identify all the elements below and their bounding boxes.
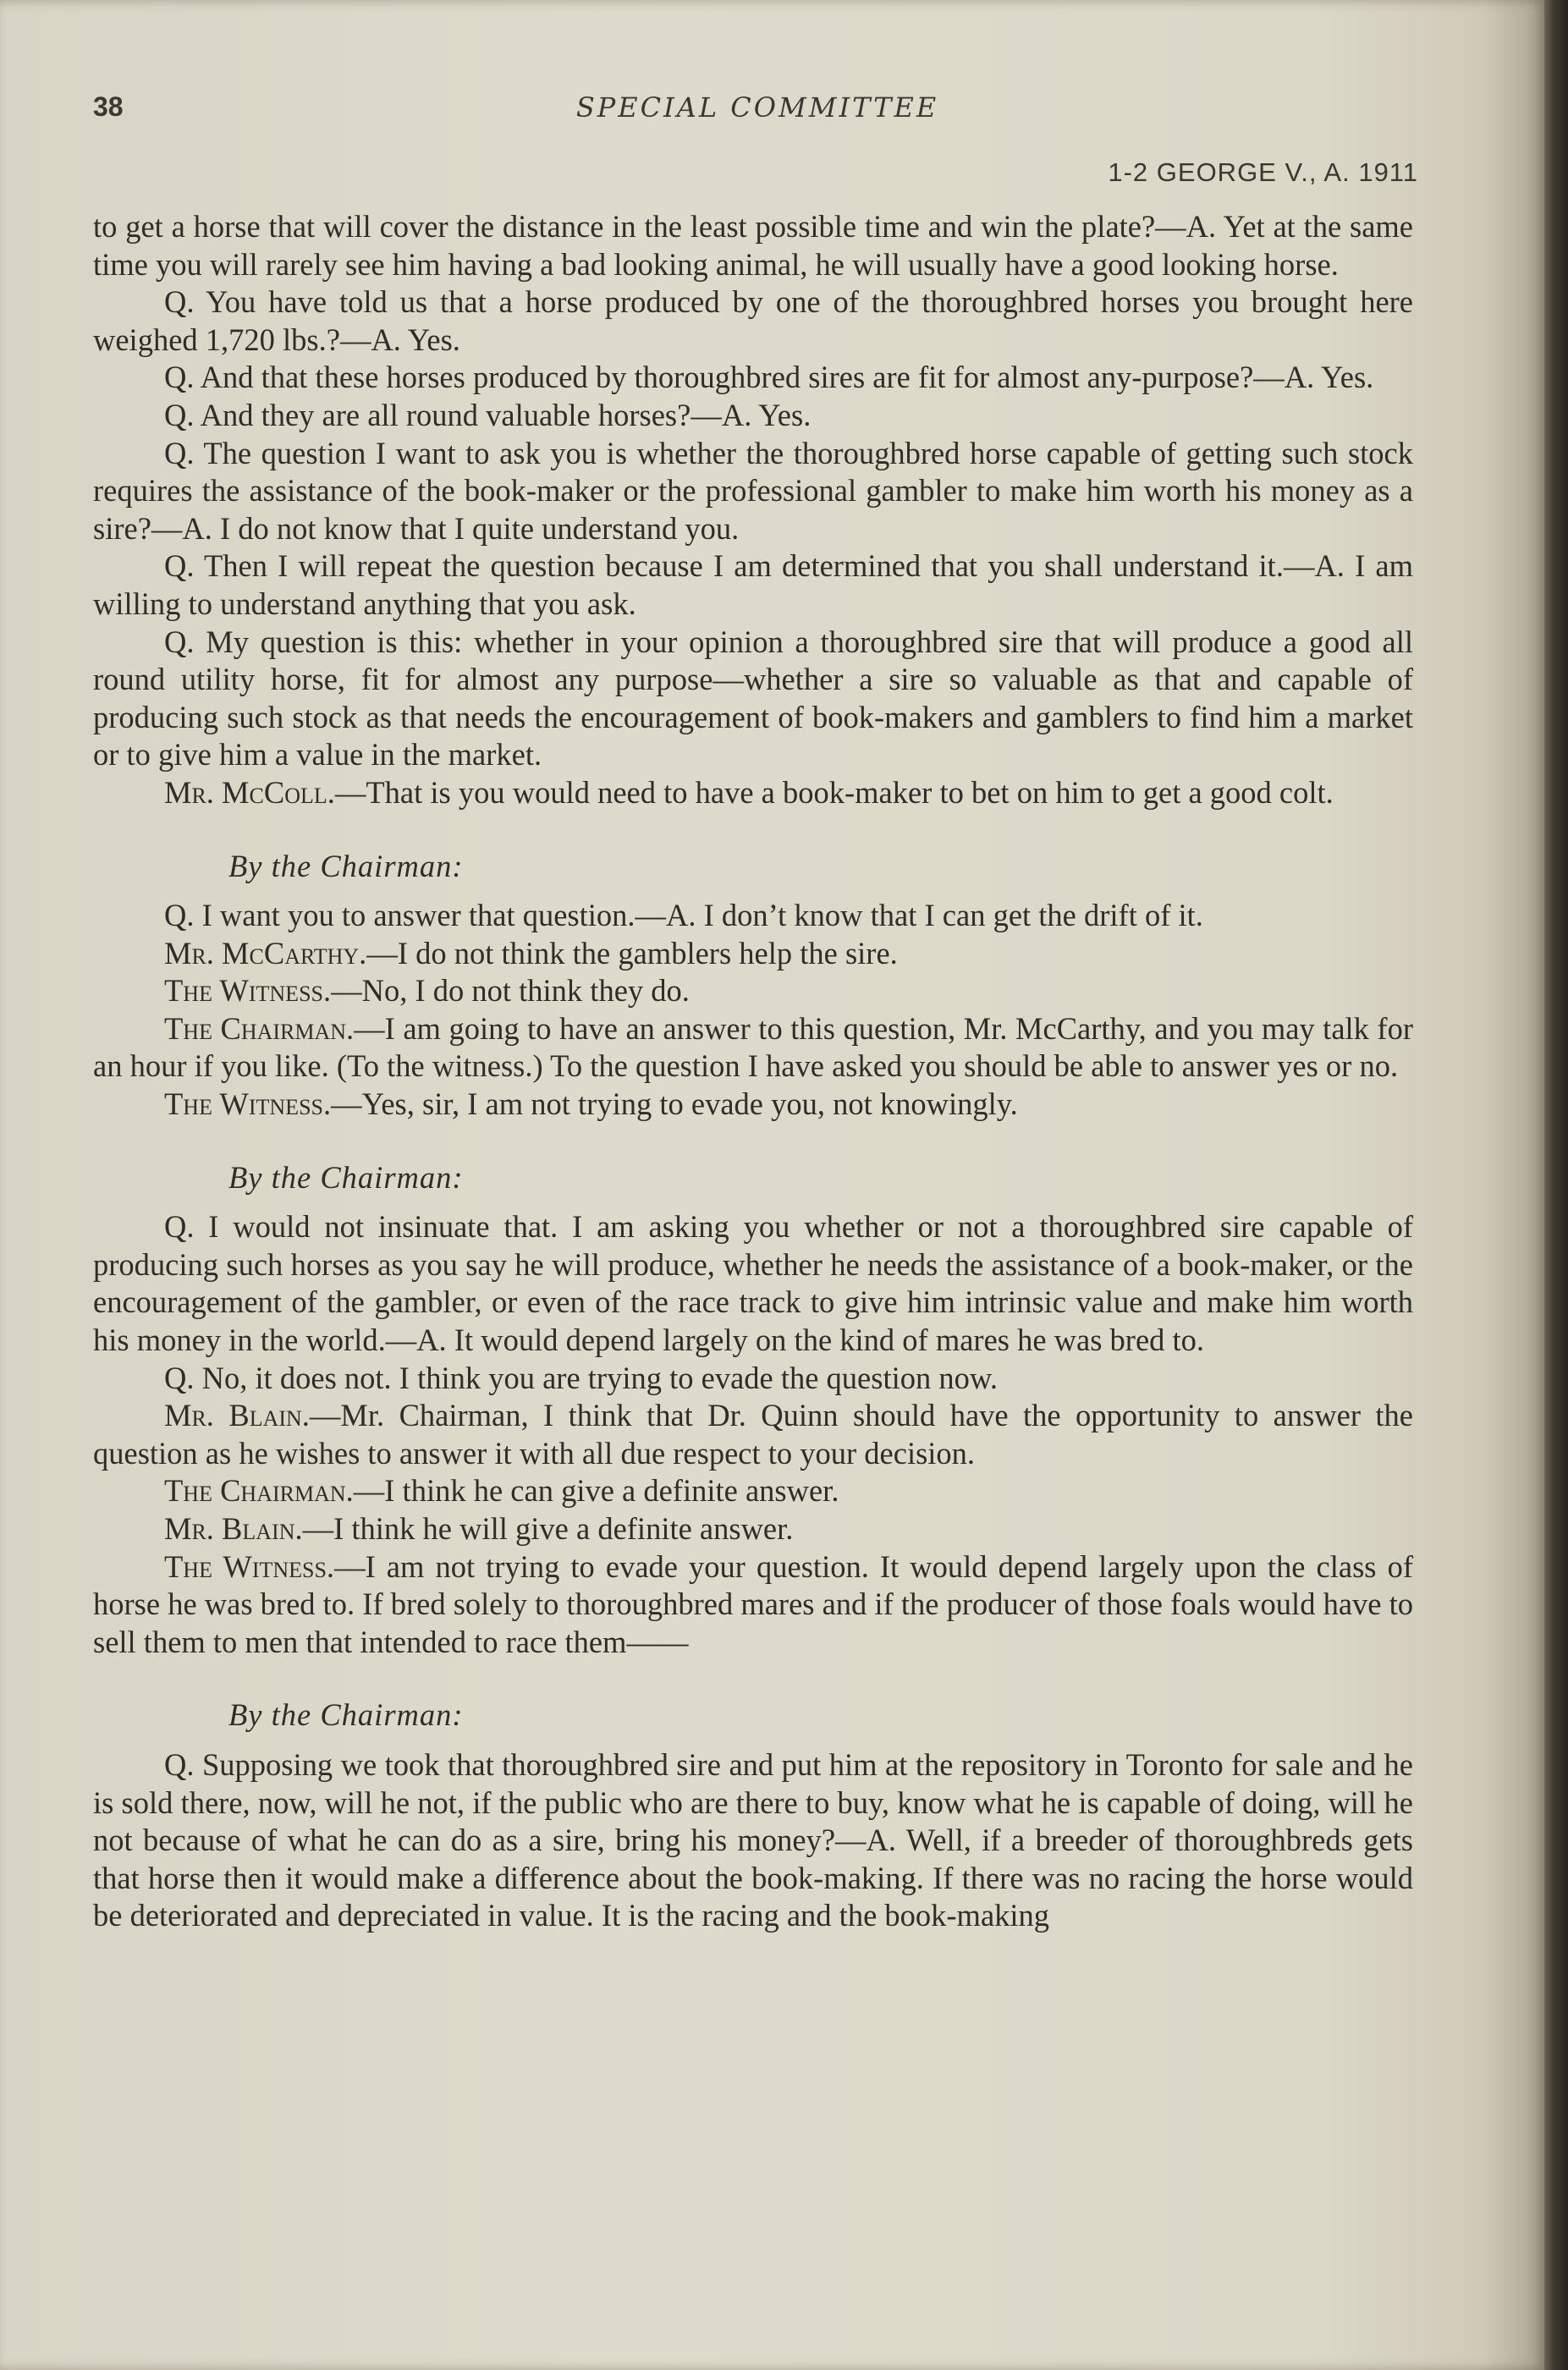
page-number: 38 xyxy=(93,91,124,122)
speaker-name: The Witness. xyxy=(164,973,332,1009)
speaker-paragraph xyxy=(93,1510,1413,1548)
speech-text: —Yes, sir, I am not trying to evade you, not knowingly. xyxy=(331,1086,1018,1122)
speaker-name: The Witness. xyxy=(164,1086,332,1122)
paragraph: Q. I would not insinuate that. I am asking you whether or not a thoroughbred sire capable of producing such horses as you say he will produce, whether he needs the assistance of a book-maker, or the encouragement of the gambler, or even of the race track to give him intrinsic value and make him worth his money in the world.—A. It would depend largely on the kind of mares he was bred to. xyxy=(93,1209,1413,1358)
speech-text: —No, I do not think they do. xyxy=(331,973,690,1009)
paragraph: Q. Supposing we took that thoroughbred sire and put him at the repository in Toronto for sale and he is sold there, now, will he not, if the public who are there to buy, know what he is capable of doing, will he not because of what he can do as a sire, bring his money?—A. Well, if a breeder of thoroughbreds gets that horse then it would make a difference about the book-making. If there was no racing the horse would be deteriorated and depreciated in value. It is the racing and the book-making xyxy=(93,1746,1413,1933)
speaker-paragraph xyxy=(93,1010,1413,1086)
paragraph: Q. And they are all round valuable horses?—A. Yes. xyxy=(164,397,812,432)
speech-text: —I am not trying to evade your question. It would depend largely upon the class of horse he was bred to. If bred solely to thoroughbred mares and if the producer of those foals would have to sell them to men that intended to race them—— xyxy=(93,1548,1413,1659)
paragraph: Q. Then I will repeat the question because I am determined that you shall understand it.—A. I am willing to understand anything that you ask. xyxy=(93,548,1413,621)
speaker-name: The Witness. xyxy=(164,1548,335,1584)
session-reference: 1-2 GEORGE V., A. 1911 xyxy=(1108,157,1418,187)
section-heading: By the Chairman: xyxy=(228,1159,464,1195)
speaker-name: Mr. Blain. xyxy=(164,1511,303,1546)
speech-text: —That is you would need to have a book-maker to bet on him to get a good colt. xyxy=(334,774,1334,810)
section-heading: By the Chairman: xyxy=(228,1697,464,1733)
paragraph: Q. The question I want to ask you is whether the thoroughbred horse capable of getting such stock requires the assistance of the book-maker or the professional gambler to make him worth his money as a sire?—A. I do not know that I quite understand you. xyxy=(93,435,1413,546)
speaker-name: The Chairman. xyxy=(164,1010,355,1046)
speaker-paragraph xyxy=(93,1397,1413,1472)
paragraph: Q. I want you to answer that question.—A. I don’t know that I can get the drift of it. xyxy=(164,898,1203,933)
speaker-paragraph xyxy=(93,1548,1413,1662)
speech-text: —Mr. Chairman, I think that Dr. Quinn should have the opportunity to answer the question as he wishes to answer it with all due respect to your decision. xyxy=(93,1398,1414,1471)
speaker-name: The Chairman. xyxy=(164,1473,354,1509)
paragraph: Q. You have told us that a horse produced by one of the thoroughbred horses you brought here weighed 1,720 lbs.?—A. Yes. xyxy=(93,284,1413,357)
running-title: SPECIAL COMMITTEE xyxy=(575,91,939,124)
speech-text: —I think he can give a definite answer. xyxy=(353,1473,839,1509)
paragraph: Q. And that these horses produced by thoroughbred sires are fit for almost any-purpose?—A. Yes. xyxy=(164,360,1374,395)
book-binding-edge xyxy=(1544,0,1568,2370)
speaker-paragraph xyxy=(93,774,1413,812)
speech-text: —I am going to have an answer to this question, Mr. McCarthy, and you may talk for an hour if you like. (To the witness.) To the question I have asked you should be able to answer yes or no. xyxy=(93,1010,1413,1084)
speaker-name: Mr. McCarthy. xyxy=(164,935,367,971)
speaker-name: Mr. Blain. xyxy=(164,1398,310,1433)
paragraph: Q. No, it does not. I think you are trying to evade the question now. xyxy=(164,1360,998,1395)
paragraph: Q. My question is this: whether in your opinion a thoroughbred sire that will produce a good all round utility horse, fit for almost any purpose—whether a sire so valuable as that and capable of producing such stock as that needs the encouragement of book-makers and gamblers to find him a market or to give him a value in the market. xyxy=(93,624,1413,773)
speaker-paragraph xyxy=(93,972,1413,1010)
paragraph: to get a horse that will cover the distance in the least possible time and win the plate?—A. Yet at the same time you will rarely see him having a bad looking animal, he will usually have a good looking horse. xyxy=(93,209,1413,282)
body-text xyxy=(93,208,1413,1935)
speech-text: —I think he will give a definite answer. xyxy=(302,1511,794,1546)
speaker-paragraph xyxy=(93,935,1413,973)
speaker-name: Mr. McColl. xyxy=(164,774,335,810)
speech-text: —I do not think the gamblers help the sire. xyxy=(366,935,898,971)
page-header xyxy=(93,91,1422,187)
speaker-paragraph xyxy=(93,1472,1413,1510)
speaker-paragraph xyxy=(93,1086,1413,1124)
section-heading: By the Chairman: xyxy=(228,848,464,883)
